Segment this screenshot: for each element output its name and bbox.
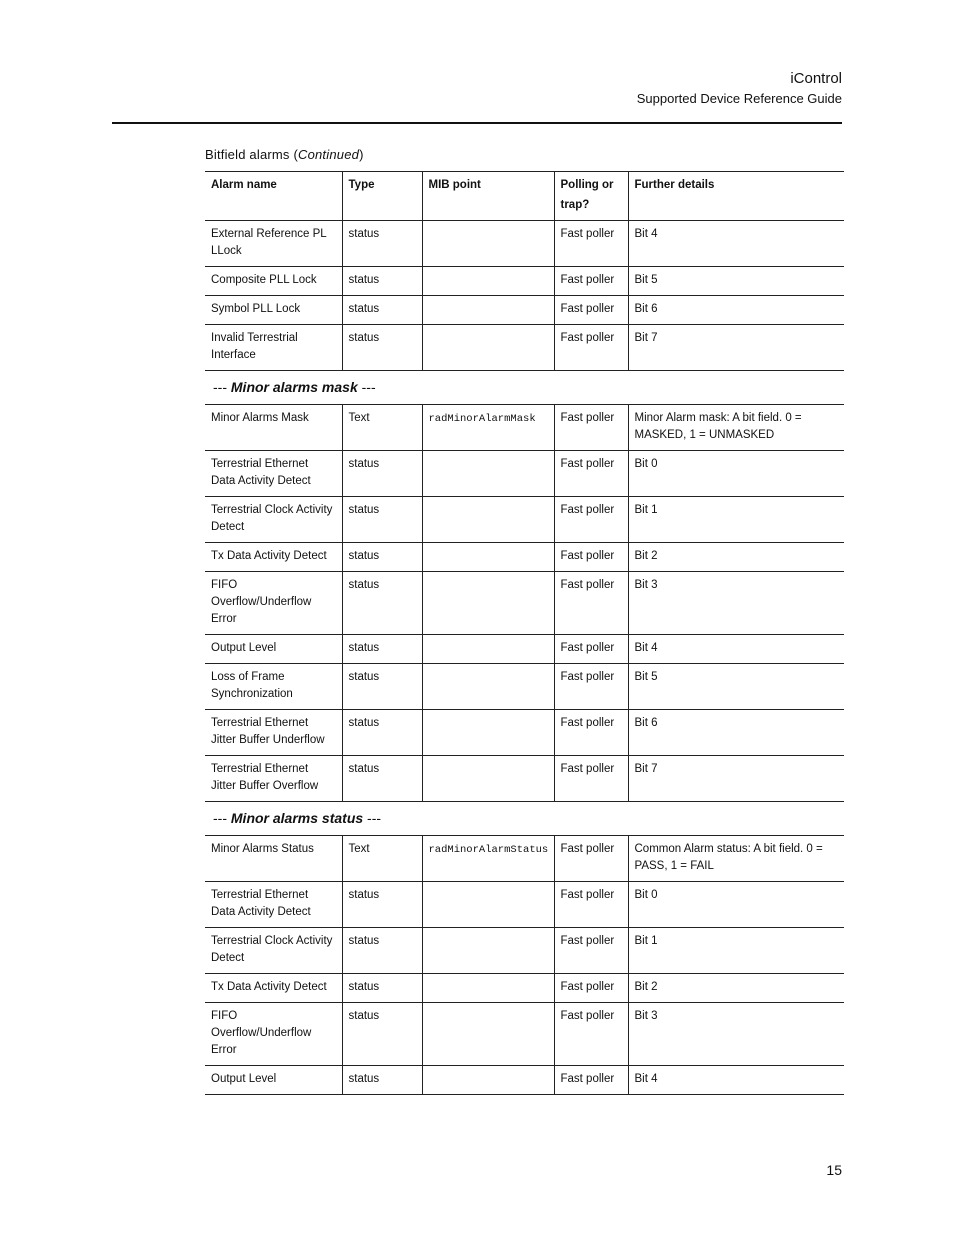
cell-details: Bit 2 bbox=[628, 974, 844, 1003]
cell-type: status bbox=[342, 451, 422, 497]
cell-polling: Fast poller bbox=[554, 221, 628, 267]
table-row bbox=[205, 325, 844, 371]
table-row bbox=[205, 497, 844, 543]
section-prefix: --- bbox=[213, 379, 231, 395]
section-label: Minor alarms mask bbox=[230, 379, 358, 395]
cell-details: Bit 1 bbox=[628, 928, 844, 974]
cell-mib-point bbox=[422, 267, 554, 296]
cell-mib-point bbox=[422, 635, 554, 664]
cell-mib-point bbox=[422, 1003, 554, 1066]
table-row bbox=[205, 710, 844, 756]
table-row bbox=[205, 572, 844, 635]
cell-details: Bit 2 bbox=[628, 543, 844, 572]
column-header-mib-point: MIB point bbox=[422, 172, 554, 221]
column-header-type: Type bbox=[342, 172, 422, 221]
cell-mib-point bbox=[422, 756, 554, 802]
cell-alarm-name: Terrestrial Ethernet Data Activity Detect bbox=[205, 882, 342, 928]
cell-details: Bit 7 bbox=[628, 325, 844, 371]
cell-type: Text bbox=[342, 836, 422, 882]
page-number: 15 bbox=[826, 1162, 842, 1178]
cell-alarm-name: FIFO Overflow/Underflow Error bbox=[205, 1003, 342, 1066]
cell-mib-point bbox=[422, 221, 554, 267]
cell-mib-point bbox=[422, 296, 554, 325]
cell-polling: Fast poller bbox=[554, 451, 628, 497]
table-row bbox=[205, 928, 844, 974]
bitfield-alarms-table bbox=[205, 171, 844, 1095]
cell-type: Text bbox=[342, 405, 422, 451]
cell-polling: Fast poller bbox=[554, 497, 628, 543]
cell-alarm-name: Tx Data Activity Detect bbox=[205, 543, 342, 572]
cell-polling: Fast poller bbox=[554, 572, 628, 635]
cell-type: status bbox=[342, 267, 422, 296]
cell-type: status bbox=[342, 1003, 422, 1066]
table-row bbox=[205, 882, 844, 928]
section-prefix: --- bbox=[213, 810, 231, 826]
section-heading bbox=[205, 802, 844, 836]
caption-close: ) bbox=[359, 147, 364, 162]
section-row-minor-alarms-status bbox=[205, 802, 844, 836]
cell-alarm-name: Terrestrial Clock Activity Detect bbox=[205, 928, 342, 974]
cell-polling: Fast poller bbox=[554, 974, 628, 1003]
section-label: Minor alarms status bbox=[230, 810, 364, 826]
cell-type: status bbox=[342, 325, 422, 371]
table-row bbox=[205, 267, 844, 296]
cell-polling: Fast poller bbox=[554, 267, 628, 296]
cell-alarm-name: Tx Data Activity Detect bbox=[205, 974, 342, 1003]
cell-polling: Fast poller bbox=[554, 296, 628, 325]
column-header-details: Further details bbox=[628, 172, 844, 221]
cell-details: Bit 6 bbox=[628, 296, 844, 325]
header-title: iControl bbox=[790, 70, 842, 87]
cell-mib-point bbox=[422, 572, 554, 635]
caption-text: Bitfield alarms ( bbox=[205, 147, 298, 162]
table-row bbox=[205, 974, 844, 1003]
cell-alarm-name: Terrestrial Ethernet Jitter Buffer Overflow bbox=[205, 756, 342, 802]
cell-type: status bbox=[342, 572, 422, 635]
cell-details: Common Alarm status: A bit field. 0 = PASS, 1 = FAIL bbox=[628, 836, 844, 882]
cell-type: status bbox=[342, 710, 422, 756]
cell-alarm-name: Terrestrial Clock Activity Detect bbox=[205, 497, 342, 543]
cell-mib-point bbox=[422, 325, 554, 371]
cell-alarm-name: Composite PLL Lock bbox=[205, 267, 342, 296]
table-row bbox=[205, 405, 844, 451]
cell-details: Bit 0 bbox=[628, 882, 844, 928]
cell-polling: Fast poller bbox=[554, 836, 628, 882]
cell-mib-point bbox=[422, 664, 554, 710]
header-subtitle: Supported Device Reference Guide bbox=[636, 91, 842, 106]
table-caption bbox=[205, 147, 364, 162]
cell-polling: Fast poller bbox=[554, 325, 628, 371]
table-row bbox=[205, 543, 844, 572]
cell-mib-point bbox=[422, 451, 554, 497]
cell-alarm-name: Loss of Frame Synchronization bbox=[205, 664, 342, 710]
cell-details: Bit 5 bbox=[628, 664, 844, 710]
section-heading bbox=[205, 371, 844, 405]
cell-details: Bit 6 bbox=[628, 710, 844, 756]
cell-polling: Fast poller bbox=[554, 543, 628, 572]
table-row bbox=[205, 451, 844, 497]
cell-details: Bit 0 bbox=[628, 451, 844, 497]
header-rule bbox=[112, 122, 842, 124]
section-suffix: --- bbox=[363, 810, 382, 826]
cell-polling: Fast poller bbox=[554, 664, 628, 710]
cell-polling: Fast poller bbox=[554, 928, 628, 974]
cell-mib-point bbox=[422, 497, 554, 543]
cell-type: status bbox=[342, 221, 422, 267]
cell-mib-point bbox=[422, 543, 554, 572]
table-row bbox=[205, 296, 844, 325]
cell-type: status bbox=[342, 1066, 422, 1095]
cell-mib-point bbox=[422, 1066, 554, 1095]
cell-type: status bbox=[342, 928, 422, 974]
cell-mib-point bbox=[422, 928, 554, 974]
cell-alarm-name: Terrestrial Ethernet Jitter Buffer Underflow bbox=[205, 710, 342, 756]
table-header-row bbox=[205, 172, 844, 221]
cell-alarm-name: Minor Alarms Status bbox=[205, 836, 342, 882]
cell-polling: Fast poller bbox=[554, 635, 628, 664]
cell-mib-point: radMinorAlarmMask bbox=[422, 405, 554, 451]
table-row bbox=[205, 1003, 844, 1066]
cell-details: Bit 4 bbox=[628, 635, 844, 664]
section-row-minor-alarms-mask bbox=[205, 371, 844, 405]
cell-details: Bit 3 bbox=[628, 1003, 844, 1066]
cell-mib-point: radMinorAlarmStatus bbox=[422, 836, 554, 882]
cell-polling: Fast poller bbox=[554, 756, 628, 802]
cell-details: Bit 4 bbox=[628, 1066, 844, 1095]
cell-mib-point bbox=[422, 974, 554, 1003]
cell-type: status bbox=[342, 497, 422, 543]
cell-details: Bit 3 bbox=[628, 572, 844, 635]
cell-type: status bbox=[342, 296, 422, 325]
section-suffix: --- bbox=[357, 379, 376, 395]
table-row bbox=[205, 221, 844, 267]
cell-type: status bbox=[342, 974, 422, 1003]
cell-mib-point bbox=[422, 882, 554, 928]
cell-alarm-name: External Reference PL LLock bbox=[205, 221, 342, 267]
cell-type: status bbox=[342, 543, 422, 572]
cell-polling: Fast poller bbox=[554, 710, 628, 756]
cell-alarm-name: Terrestrial Ethernet Data Activity Detect bbox=[205, 451, 342, 497]
column-header-alarm-name: Alarm name bbox=[205, 172, 342, 221]
cell-details: Bit 5 bbox=[628, 267, 844, 296]
column-header-polling: Polling or trap? bbox=[554, 172, 628, 221]
cell-polling: Fast poller bbox=[554, 1066, 628, 1095]
cell-polling: Fast poller bbox=[554, 1003, 628, 1066]
cell-alarm-name: Output Level bbox=[205, 635, 342, 664]
cell-details: Bit 4 bbox=[628, 221, 844, 267]
cell-alarm-name: FIFO Overflow/Underflow Error bbox=[205, 572, 342, 635]
table-row bbox=[205, 756, 844, 802]
table-row bbox=[205, 1066, 844, 1095]
cell-alarm-name: Output Level bbox=[205, 1066, 342, 1095]
cell-type: status bbox=[342, 882, 422, 928]
cell-details: Bit 7 bbox=[628, 756, 844, 802]
cell-polling: Fast poller bbox=[554, 405, 628, 451]
table-row bbox=[205, 836, 844, 882]
caption-italic: Continued bbox=[297, 147, 360, 162]
cell-type: status bbox=[342, 664, 422, 710]
cell-alarm-name: Symbol PLL Lock bbox=[205, 296, 342, 325]
cell-alarm-name: Minor Alarms Mask bbox=[205, 405, 342, 451]
cell-type: status bbox=[342, 635, 422, 664]
cell-details: Minor Alarm mask: A bit field. 0 = MASKED, 1 = UNMASKED bbox=[628, 405, 844, 451]
cell-alarm-name: Invalid Terrestrial Interface bbox=[205, 325, 342, 371]
cell-polling: Fast poller bbox=[554, 882, 628, 928]
cell-type: status bbox=[342, 756, 422, 802]
table-row bbox=[205, 664, 844, 710]
table-row bbox=[205, 635, 844, 664]
cell-mib-point bbox=[422, 710, 554, 756]
cell-details: Bit 1 bbox=[628, 497, 844, 543]
